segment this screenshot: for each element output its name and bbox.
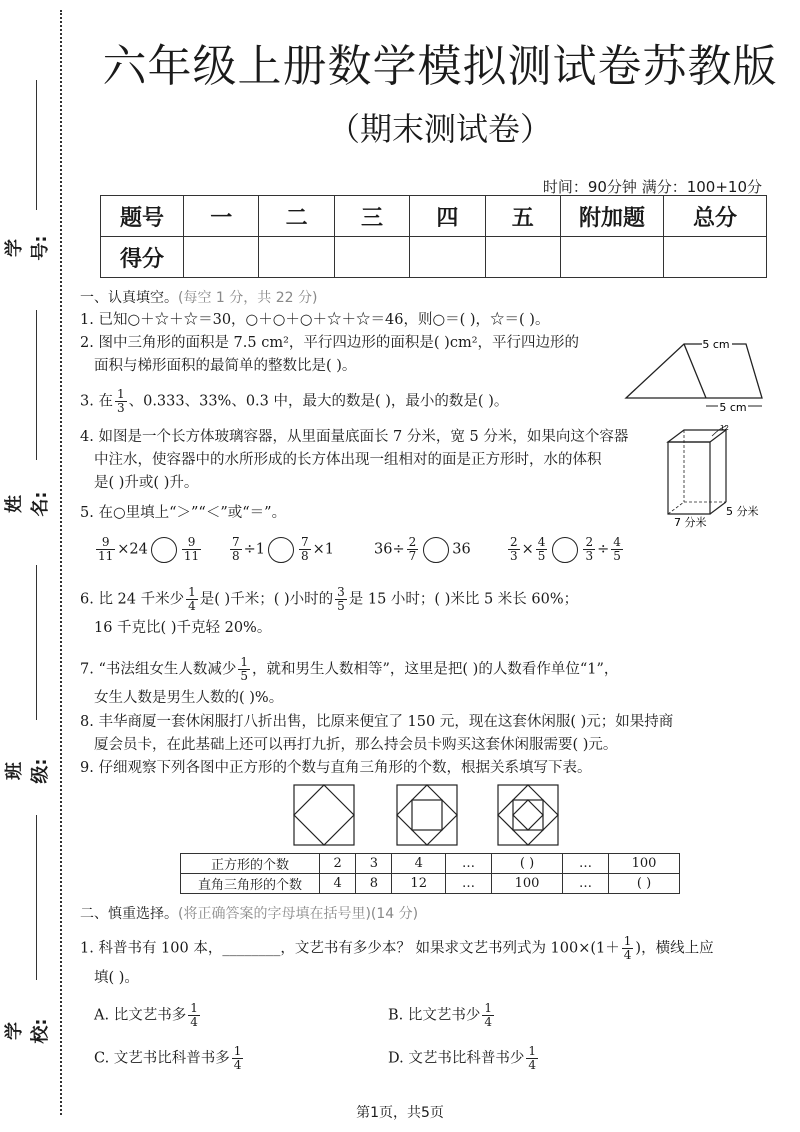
score-cell: 五 bbox=[485, 196, 560, 237]
q5-item-2 bbox=[228, 536, 334, 563]
page-footer: 第1页，共5页 bbox=[356, 1105, 444, 1121]
frac-den: 5 bbox=[240, 669, 248, 683]
option-c[interactable] bbox=[94, 1045, 245, 1072]
name-label: 姓名: bbox=[4, 491, 51, 517]
s2q1-blank[interactable]: ________ bbox=[222, 940, 281, 957]
frac-num: 2 bbox=[510, 535, 518, 549]
table-cell: 100 bbox=[492, 874, 563, 894]
score-cell: 三 bbox=[334, 196, 409, 237]
q7-part2: ，就和男生人数相等”，这里是把( )的人数看作单位“1”， bbox=[252, 661, 619, 678]
question-7-line2: 女生人数是男生人数的( )%。 bbox=[94, 690, 284, 706]
q5-item-1 bbox=[94, 536, 203, 563]
fraction bbox=[115, 388, 127, 415]
section2-note: (将正确答案的字母填在括号里)(14 分) bbox=[178, 906, 419, 922]
pattern-table bbox=[180, 853, 680, 894]
question-7-line1 bbox=[80, 656, 618, 683]
table-cell: 4 bbox=[392, 854, 446, 874]
frac-num: 1 bbox=[190, 1001, 198, 1015]
frac-num: 4 bbox=[613, 535, 621, 549]
option-b[interactable] bbox=[388, 1002, 496, 1029]
frac-num: 1 bbox=[528, 1044, 536, 1058]
compare-circle-input[interactable] bbox=[423, 537, 449, 563]
frac-num: 1 bbox=[240, 655, 248, 669]
table-row bbox=[181, 854, 680, 874]
s2q1-part1: 1. 科普书有 100 本， bbox=[80, 940, 223, 957]
frac-den: 11 bbox=[183, 549, 200, 563]
frac-den: 4 bbox=[190, 1015, 198, 1029]
section2-heading bbox=[80, 903, 418, 923]
fraction bbox=[407, 536, 419, 563]
frac-den: 11 bbox=[98, 549, 114, 563]
score-table bbox=[100, 195, 767, 278]
table-cell: … bbox=[445, 854, 491, 874]
question-4-line2: 中注水，使容器中的水所形成的长方体出现一组相对的面是正方形时，水的体积 bbox=[94, 452, 602, 468]
question-1: 1. 已知○＋☆＋☆＝30，○＋○＋○＋☆＋☆＝46，则○＝( )，☆＝( )。 bbox=[80, 312, 550, 328]
frac-den: 4 bbox=[484, 1015, 493, 1029]
question-4-line3: 是( )升或( )升。 bbox=[94, 475, 199, 491]
time-info: 时间：90分钟 满分：100+10分 bbox=[542, 178, 762, 196]
frac-num: 2 bbox=[585, 535, 594, 549]
question-6-line1 bbox=[80, 586, 578, 613]
frac-num: 1 bbox=[623, 934, 632, 948]
frac-num: 1 bbox=[233, 1044, 242, 1058]
score-input[interactable] bbox=[334, 237, 409, 278]
compare-circle-input[interactable] bbox=[151, 537, 177, 563]
school-label: 学校: bbox=[4, 1018, 51, 1044]
section1-heading bbox=[80, 287, 317, 307]
frac-den: 4 bbox=[623, 948, 632, 962]
table-cell-input[interactable]: ( ) bbox=[609, 874, 680, 894]
question-9: 9. 仔细观察下列各图中正方形的个数与直角三角形的个数，根据关系填写下表。 bbox=[80, 760, 592, 776]
table-cell: 100 bbox=[609, 854, 680, 874]
operator: ÷1 bbox=[243, 541, 266, 558]
operator: ×1 bbox=[312, 541, 335, 558]
container-length-label: 7 分米 bbox=[674, 516, 707, 529]
student-id-label: 学号: bbox=[4, 235, 51, 261]
table-cell-input[interactable]: ( ) bbox=[492, 854, 563, 874]
q3-suffix: 、0.333、33%、0.3 中，最大的数是( )，最小的数是( )。 bbox=[128, 393, 509, 410]
frac-num: 1 bbox=[484, 1001, 493, 1015]
table-cell: … bbox=[445, 874, 491, 894]
table-cell: 3 bbox=[356, 854, 392, 874]
score-input[interactable] bbox=[259, 237, 334, 278]
score-cell: 题号 bbox=[101, 196, 184, 237]
score-cell: 一 bbox=[184, 196, 259, 237]
class-line bbox=[36, 565, 37, 720]
option-a-label: A. 比文艺书多 bbox=[94, 1007, 187, 1024]
option-c-label: C. 文艺书比科普书多 bbox=[94, 1050, 230, 1067]
fraction bbox=[536, 536, 548, 563]
student-id-line bbox=[36, 80, 37, 210]
score-header-row bbox=[101, 196, 767, 237]
fraction bbox=[182, 536, 201, 563]
binding-dotted-line bbox=[60, 10, 62, 1115]
s2-question-1-line2: 填( )。 bbox=[94, 970, 139, 986]
compare-circle-input[interactable] bbox=[268, 537, 294, 563]
page-title: 六年级上册数学模拟测试卷苏教版 bbox=[102, 41, 778, 92]
section1-note: (每空 1 分，共 22 分) bbox=[178, 290, 318, 306]
table-cell: … bbox=[562, 874, 608, 894]
fraction bbox=[482, 1002, 494, 1029]
frac-den: 4 bbox=[188, 599, 196, 613]
fraction bbox=[299, 536, 311, 563]
question-5 bbox=[80, 503, 286, 523]
fraction bbox=[526, 1045, 538, 1072]
score-cell: 得分 bbox=[101, 237, 184, 278]
fraction bbox=[232, 1045, 244, 1072]
frac-den: 7 bbox=[408, 549, 417, 563]
class-label: 班级: bbox=[4, 758, 51, 784]
fraction bbox=[238, 656, 250, 683]
score-cell: 四 bbox=[410, 196, 485, 237]
s2q1-part3: )，横线上应 bbox=[635, 940, 714, 957]
score-input[interactable] bbox=[561, 237, 664, 278]
frac-den: 4 bbox=[233, 1058, 242, 1072]
question-2-line1: 2. 图中三角形的面积是 7.5 cm²，平行四边形的面积是( )cm²，平行四边形的 bbox=[80, 335, 580, 351]
fraction bbox=[230, 536, 242, 563]
frac-num: 9 bbox=[96, 536, 115, 550]
table-cell: 8 bbox=[356, 874, 392, 894]
table-cell: 2 bbox=[320, 854, 356, 874]
section1-title: 一、认真填空。 bbox=[80, 290, 178, 306]
frac-num: 3 bbox=[337, 585, 345, 599]
question-8-line1: 8. 丰华商厦一套休闲服打八折出售，比原来便宜了 150 元，现在这套休闲服( )元；如果持商 bbox=[80, 714, 674, 730]
question-2-line2: 面积与梯形面积的最简单的整数比是( )。 bbox=[94, 358, 357, 374]
trapezoid-bottom-label: 5 cm bbox=[719, 401, 747, 414]
frac-den: 5 bbox=[613, 549, 621, 563]
fraction bbox=[611, 536, 623, 563]
operator: ×24 bbox=[117, 541, 148, 558]
score-input-row bbox=[101, 237, 767, 278]
frac-num: 9 bbox=[182, 536, 201, 550]
container-mark: 12 bbox=[720, 424, 729, 432]
table-cell: 12 bbox=[392, 874, 446, 894]
frac-den: 8 bbox=[232, 549, 240, 563]
trapezoid-figure bbox=[618, 334, 768, 420]
score-cell: 总分 bbox=[664, 196, 767, 237]
operand: 36 bbox=[452, 541, 471, 558]
q6-part1: 6. 比 24 千米少 bbox=[80, 591, 185, 608]
fraction bbox=[335, 586, 347, 613]
score-cell: 附加题 bbox=[561, 196, 664, 237]
operator: ÷ bbox=[597, 541, 610, 558]
question-4-line1: 4. 如图是一个长方体玻璃容器，从里面量底面长 7 分米，宽 5 分米，如果向这个容器 bbox=[80, 429, 629, 445]
name-line bbox=[36, 310, 37, 460]
score-input[interactable] bbox=[184, 237, 259, 278]
operator: × bbox=[521, 541, 534, 558]
q5-text: 5. 在○里填上“＞”“＜”或“＝”。 bbox=[80, 505, 287, 521]
s2q1-part2: ，文艺书有多少本？ 如果求文艺书列式为 100×(1＋ bbox=[280, 940, 620, 957]
page-subtitle: （期末测试卷） bbox=[327, 110, 552, 148]
frac-num: 1 bbox=[188, 585, 196, 599]
score-input[interactable] bbox=[485, 237, 560, 278]
frac-den: 5 bbox=[537, 549, 546, 563]
question-3 bbox=[80, 388, 508, 415]
frac-den: 3 bbox=[116, 401, 125, 415]
frac-num: 1 bbox=[116, 387, 125, 401]
frac-num: 4 bbox=[537, 535, 546, 549]
option-d-label: D. 文艺书比科普书少 bbox=[388, 1050, 525, 1067]
q6-part2: 是( )千米；( )小时的 bbox=[199, 591, 334, 608]
question-6-line2: 16 千克比( )千克轻 20%。 bbox=[94, 620, 272, 636]
fraction bbox=[508, 536, 520, 563]
frac-num: 7 bbox=[301, 535, 309, 549]
trapezoid-top-label: 5 cm bbox=[702, 338, 730, 351]
frac-den: 3 bbox=[510, 549, 518, 563]
fraction bbox=[583, 536, 595, 563]
table-row bbox=[181, 874, 680, 894]
school-line bbox=[36, 815, 37, 980]
square-figure-3 bbox=[496, 783, 564, 847]
q7-part1: 7. “书法组女生人数减少 bbox=[80, 661, 237, 678]
q5-item-4 bbox=[506, 536, 625, 563]
frac-num: 7 bbox=[232, 535, 240, 549]
score-input[interactable] bbox=[410, 237, 485, 278]
frac-den: 8 bbox=[301, 549, 309, 563]
fraction bbox=[96, 536, 115, 563]
fraction bbox=[622, 935, 634, 962]
frac-den: 4 bbox=[528, 1058, 536, 1072]
frac-num: 2 bbox=[408, 535, 417, 549]
fraction bbox=[186, 586, 198, 613]
s2-question-1-line1 bbox=[80, 935, 714, 962]
table-cell: … bbox=[562, 854, 608, 874]
table-cell: 4 bbox=[320, 874, 356, 894]
frac-den: 3 bbox=[585, 549, 594, 563]
score-cell: 二 bbox=[259, 196, 334, 237]
option-b-label: B. 比文艺书少 bbox=[388, 1007, 481, 1024]
square-figure-2 bbox=[395, 783, 463, 847]
container-width-label: 5 分米 bbox=[726, 505, 759, 518]
container-figure bbox=[662, 422, 772, 530]
q5-item-3 bbox=[374, 536, 471, 563]
table-cell: 正方形的个数 bbox=[181, 854, 320, 874]
operator: 36÷ bbox=[374, 541, 405, 558]
score-input[interactable] bbox=[664, 237, 767, 278]
section2-title: 二、慎重选择。 bbox=[80, 906, 178, 922]
q3-prefix: 3. 在 bbox=[80, 393, 113, 410]
frac-den: 5 bbox=[337, 599, 345, 613]
option-d[interactable] bbox=[388, 1045, 540, 1072]
fraction bbox=[188, 1002, 200, 1029]
question-8-line2: 厦会员卡，在此基础上还可以再打九折，那么持会员卡购买这套休闲服需要( )元。 bbox=[94, 737, 618, 753]
table-cell: 直角三角形的个数 bbox=[181, 874, 320, 894]
option-a[interactable] bbox=[94, 1002, 202, 1029]
compare-circle-input[interactable] bbox=[552, 537, 578, 563]
q6-part3: 是 15 小时；( )米比 5 米长 60%； bbox=[348, 591, 579, 608]
